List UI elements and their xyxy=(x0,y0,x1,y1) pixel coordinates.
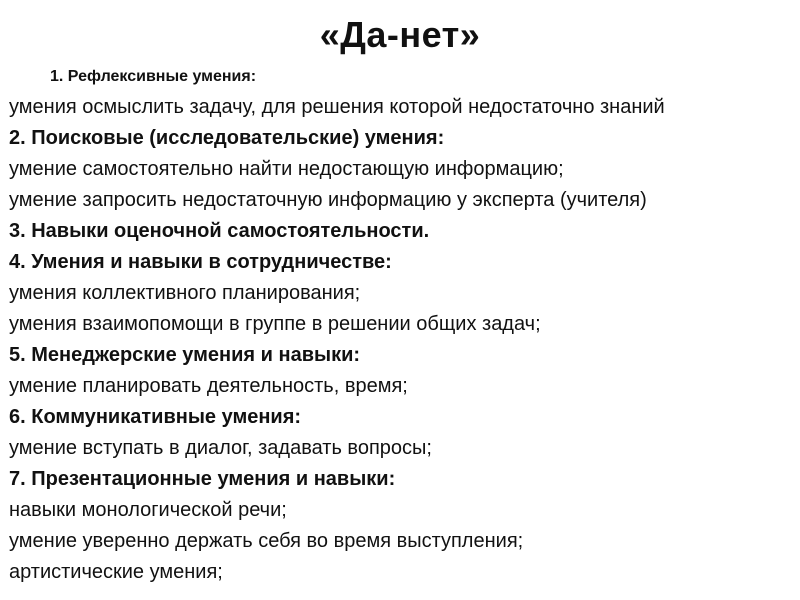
list-line: умения осмыслить задачу, для решения которой недостаточно знаний xyxy=(9,96,665,118)
list-line: 4. Умения и навыки в сотрудничестве: xyxy=(9,251,392,273)
list-line: умение уверенно держать себя во время выступления; xyxy=(9,530,524,552)
list-line: 6. Коммуникативные умения: xyxy=(9,406,302,428)
list-line: 1. Рефлексивные умения: xyxy=(50,68,257,85)
list-line: 7. Презентационные умения и навыки: xyxy=(9,468,396,490)
list-line: умения коллективного планирования; xyxy=(9,282,361,304)
list-line: навыки монологической речи; xyxy=(9,499,287,521)
skills-list xyxy=(9,66,795,590)
list-line: умения взаимопомощи в группе в решении общих задач; xyxy=(9,313,541,335)
list-line: 5. Менеджерские умения и навыки: xyxy=(9,344,361,366)
list-line: 2. Поисковые (исследовательские) умения: xyxy=(9,127,445,149)
list-line: артистические умения; xyxy=(9,561,223,583)
list-line: 3. Навыки оценочной самостоятельности. xyxy=(9,220,430,242)
slide-title: «Да-нет» xyxy=(319,14,481,55)
list-line: умение запросить недостаточную информацию у эксперта (учителя) xyxy=(9,189,647,211)
list-line: умение самостоятельно найти недостающую информацию; xyxy=(9,158,564,180)
list-line: умение вступать в диалог, задавать вопросы; xyxy=(9,437,432,459)
list-line: умение планировать деятельность, время; xyxy=(9,375,408,397)
